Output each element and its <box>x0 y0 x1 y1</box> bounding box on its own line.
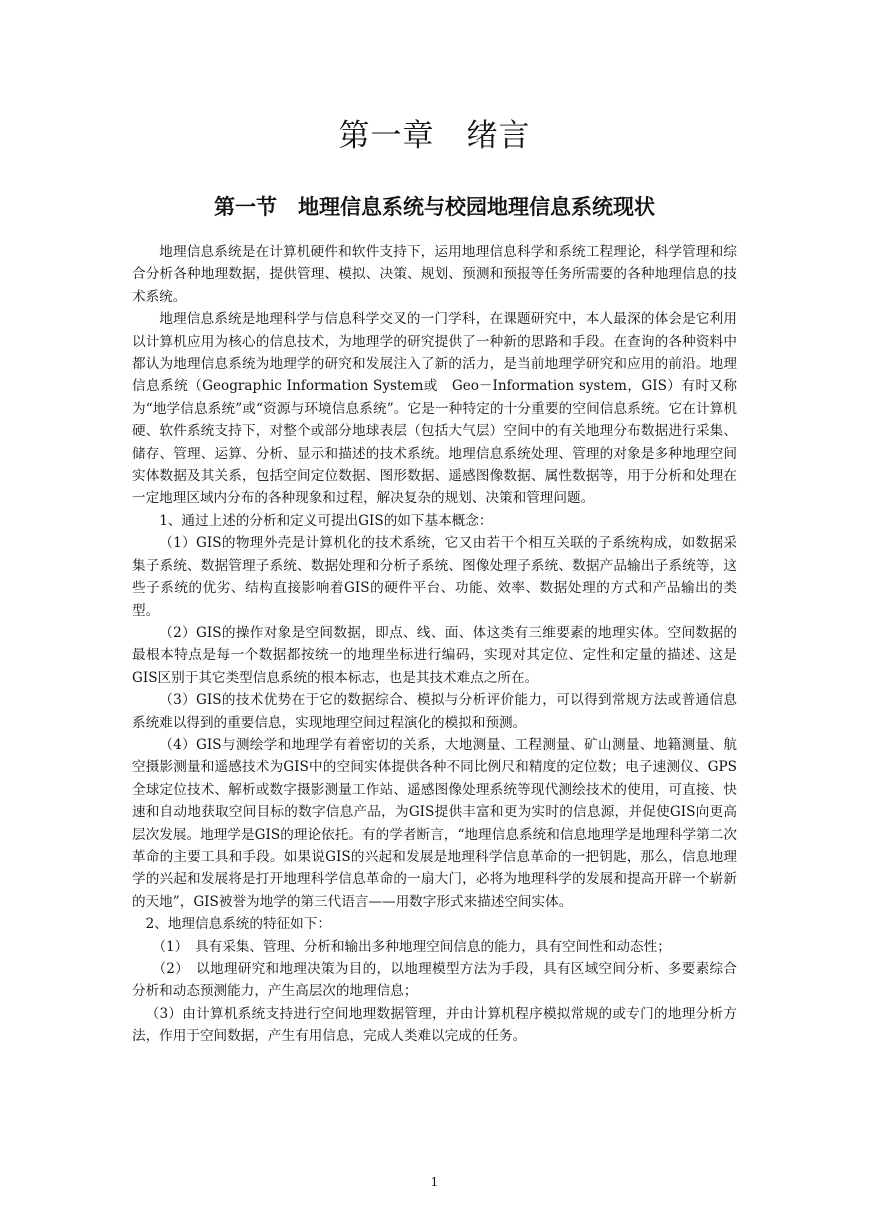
paragraph: （3）GIS的技术优势在于它的数据综合、模拟与分析评价能力，可以得到常规方法或普通信息系统难以得到的重要信息，实现地理空间过程演化的模拟和预测。 <box>132 692 737 731</box>
paragraph: （3）由计算机系统支持进行空间地理数据管理，并由计算机程序模拟常规的或专门的地理分析方法，作用于空间数据，产生有用信息，完成人类难以完成的任务。 <box>132 1005 737 1045</box>
chapter-title: 第一章 绪言 <box>338 118 531 154</box>
body-text <box>132 241 737 1048</box>
paragraph: （2） 以地理研究和地理决策为目的，以地理模型方法为手段，具有区域空间分析、多要素综合分析和动态预测能力，产生高层次的地理信息； <box>132 961 737 1000</box>
paragraph: （2）GIS的操作对象是空间数据，即点、线、面、体这类有三维要素的地理实体。空间数据的最根本特点是每一个数据都按统一的地理坐标进行编码，实现对其定位、定性和定量的描述、这是GIS区别于其它类型信息系统的根本标志，也是其技术难点之所在。 <box>132 624 737 686</box>
paragraph: （4）GIS与测绘学和地理学有着密切的关系，大地测量、工程测量、矿山测量、地籍测量、航空摄影测量和遥感技术为GIS中的空间实体提供各种不同比例尺和精度的定位数；电子速测仪、GPS全球定位技术、解析或数字摄影测量工作站、遥感图像处理系统等现代测绘技术的使用，可直接、快速和自动地获取空间目标的数字信息产品，为GIS提供丰富和更为实时的信息源，并促使GIS向更高层次发展。地理学是GIS的理论依托。有的学者断言，“地理信息系统和信息地理学是地理科学第二次革命的主要工具和手段。如果说GIS的兴起和发展是地理科学信息革命的一把钥匙，那么，信息地理学的兴起和发展将是打开地理科学信息革命的一扇大门，必将为地理科学的发展和提高开辟一个崭新的天地”，GIS被誉为地学的第三代语言——用数字形式来描述空间实体。 <box>132 736 737 910</box>
paragraph: 地理信息系统是地理科学与信息科学交叉的一门学科，在课题研究中，本人最深的体会是它利用以计算机应用为核心的信息技术，为地理学的研究提供了一种新的思路和手段。在查询的各种资料中都认为地理信息系统为地理学的研究和发展注入了新的活力，是当前地理学研究和应用的前沿。地理信息系统（Geographic Information System或 Geo－Information system，GIS）有时又称为“地学信息系统”或“资源与环境信息系统”。它是一种特定的十分重要的空间信息系统。它在计算机硬、软件系统支持下，对整个或部分地球表层（包括大气层）空间中的有关地理分布数据进行采集、储存、管理、运算、分析、显示和描述的技术系统。地理信息系统处理、管理的对象是多种地理空间实体数据及其关系，包括空间定位数据、图形数据、遥感图像数据、属性数据等，用于分析和处理在一定地理区域内分布的各种现象和过程，解决复杂的规划、决策和管理问题。 <box>132 311 737 507</box>
page-number: 1 <box>430 1175 439 1189</box>
paragraph: （1）GIS的物理外壳是计算机化的技术系统，它又由若干个相互关联的子系统构成，如数据采集子系统、数据管理子系统、数据处理和分析子系统、图像处理子系统、数据产品输出子系统等，这些子系统的优劣、结构直接影响着GIS的硬件平台、功能、效率、数据处理的方式和产品输出的类型。 <box>132 535 737 619</box>
paragraph: 1、通过上述的分析和定义可提出GIS的如下基本概念： <box>159 512 493 529</box>
paragraph: （1） 具有采集、管理、分析和输出多种地理空间信息的能力，具有空间性和动态性； <box>152 938 671 955</box>
paragraph: 2、地理信息系统的特征如下： <box>145 916 331 933</box>
section-title: 第一节 地理信息系统与校园地理信息系统现状 <box>214 195 655 219</box>
paragraph: 地理信息系统是在计算机硬件和软件支持下，运用地理信息科学和系统工程理论，科学管理和综合分析各种地理数据，提供管理、模拟、决策、规划、预测和预报等任务所需要的各种地理信息的技术系统。 <box>132 244 737 305</box>
